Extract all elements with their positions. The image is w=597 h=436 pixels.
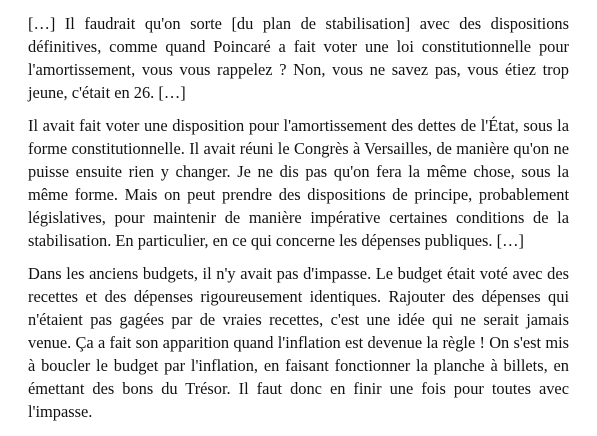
paragraph-3: Dans les anciens budgets, il n'y avait pas d'impasse. Le budget était voté avec des recettes et des dépenses rigoureusement identiques. Rajouter des dépenses qui n'étaient pas gagées par de vraies recettes, c'est une idée qui ne serait jamais venue. Ça a fait son apparition quand l'inflation est devenue la règle ! On s'est mis à boucler le budget par l'inflation, en faisant fonctionner la planche à billets, en émettant des bons du Trésor. Il faut donc en finir une fois pour toutes avec l'impasse. — [28, 264, 569, 421]
paragraph-2: Il avait fait voter une disposition pour l'amortissement des dettes de l'État, sous la forme constitutionnelle. Il avait réuni le Congrès à Versailles, de manière qu'on ne puisse ensuite rien y changer. Je ne dis pas qu'on fera la même chose, sous la même forme. Mais on peut prendre des dispositions de principe, probablement législatives, pour maintenir de manière impérative certaines conditions de la stabilisation. En particulier, en ce qui concerne les dépenses publiques. […] — [28, 116, 569, 250]
paragraph-1: […] Il faudrait qu'on sorte [du plan de stabilisation] avec des dispositions définitives, comme quand Poincaré a fait voter une loi constitutionnelle pour l'amortissement, vous vous rappelez ? Non, vous ne savez pas, vous étiez trop jeune, c'était en 26. […] — [28, 14, 569, 102]
